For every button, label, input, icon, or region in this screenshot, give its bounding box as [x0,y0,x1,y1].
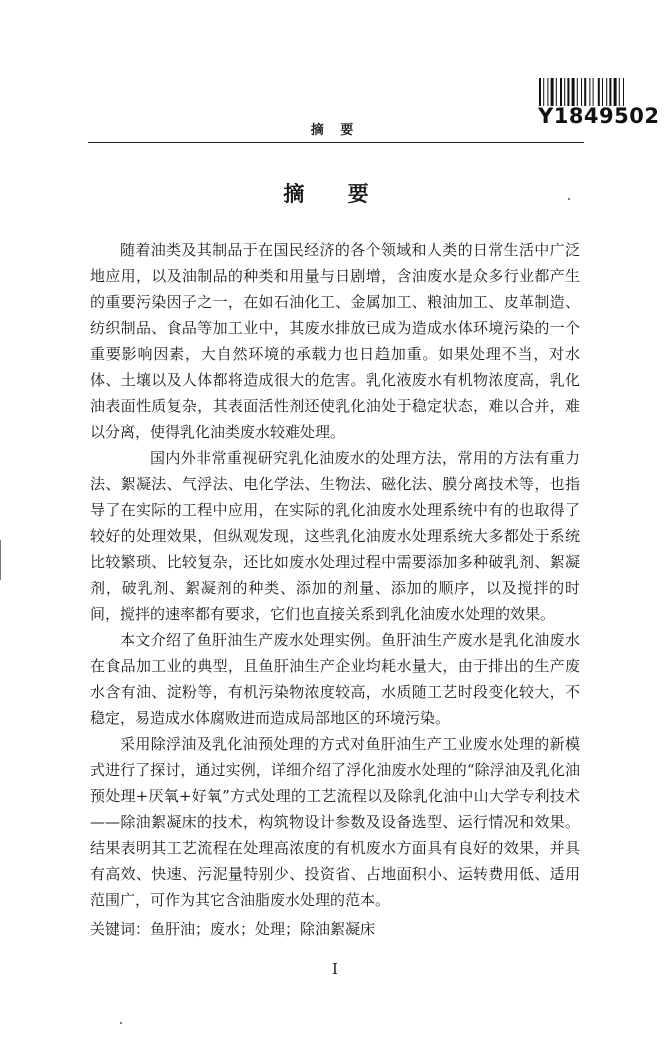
abstract-paragraph-2: 国内外非常重视研究乳化油废水的处理方法，常用的方法有重力法、絮凝法、气浮法、电化学法、生物法、磁化法、膜分离技术等，也指导了在实际的工程中应用，在实际的乳化油废水处理系统中有的也取得了较好的处理效果，但纵观发现，这些乳化油废水处理系统大多都处于系统比较繁琐、比较复杂，还比如废水处理过程中需要添加多种破乳剂、絮凝剂，破乳剂、絮凝剂的种类、添加的剂量、添加的顺序，以及搅拌的时间，搅拌的速率都有要求，它们也直接关系到乳化油废水处理的效果。 [90,449,580,623]
running-header: 摘 要 [310,123,360,138]
scan-edge-mark [0,540,1,580]
abstract-paragraph-1: 随着油类及其制品于在国民经济的各个领域和人类的日常生活中广泛地应用，以及油制品的种类和用量与日剧增，含油废水是众多行业都产生的重要污染因子之一，在如石油化工、金属加工、粮油加工、皮革制造、纺织制品、食品等加工业中，其废水排放已成为造成水体环境污染的一个重要影响因素，大自然环境的承载力也日趋加重。如果处理不当，对水体、土壤以及人体都将造成很大的危害。乳化液废水有机物浓度高，乳化油表面性质复杂，其表面活性剂还使乳化油处于稳定状态，难以合并，难以分离，使得乳化油类废水较难处理。 [90,241,580,441]
scan-speck [120,1022,122,1024]
page-number: I [332,960,338,978]
abstract-paragraph-3: 本文介绍了鱼肝油生产废水处理实例。鱼肝油生产废水是乳化油废水在食品加工业的典型，且鱼肝油生产企业均耗水量大，由于排出的生产废水含有油、淀粉等，有机污染物浓度较高，水质随工艺时段变化较大，不稳定，易造成水体腐败进而造成局部地区的环境污染。 [90,631,580,727]
barcode-graphic [538,78,648,106]
barcode-label: Y1849502 [538,104,660,128]
page-title: 摘 要 [283,182,387,206]
header-rule [88,142,584,143]
scan-speck [568,198,570,200]
abstract-paragraph-4: 采用除浮油及乳化油预处理的方式对鱼肝油生产工业废水处理的新模式进行了探讨，通过实例，详细介绍了浮化油废水处理的“除浮油及乳化油预处理+厌氧+好氧”方式处理的工艺流程以及除乳化油中山大学专利技术——除油絮凝床的技术，构筑物设计参数及设备选型、运行情况和效果。结果表明其工艺流程在处理高浓度的有机废水方面具有良好的效果，并具有高效、快速、污泥量特别少、投资省、占地面积小、运转费用低、适用范围广，可作为其它含油脂废水处理的范本。 [90,735,580,909]
abstract-body [90,237,580,913]
keywords-line: 关键词：鱼肝油；废水；处理；除油絮凝床 [90,920,376,938]
